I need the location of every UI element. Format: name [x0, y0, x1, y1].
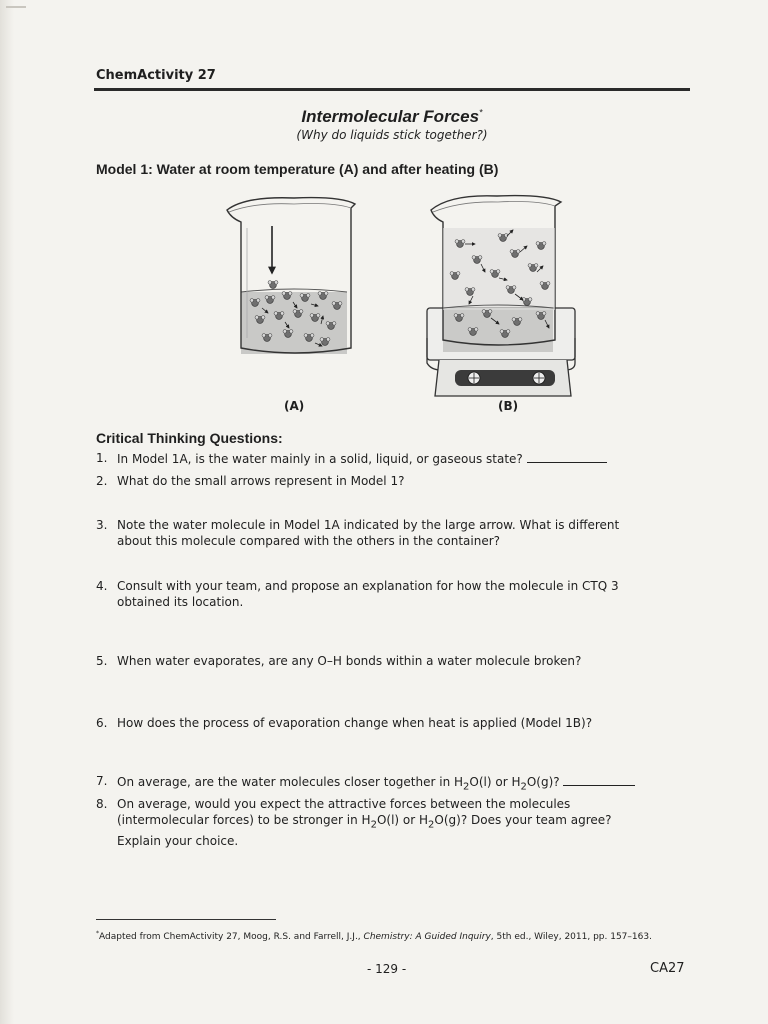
question-8 — [96, 796, 656, 849]
model-heading: Model 1: Water at room temperature (A) and after heating (B) — [96, 161, 499, 177]
question-text: On average, would you expect the attractive forces between the molecules (intermolecular forces) to be stronger in H — [117, 797, 571, 827]
footnote — [96, 928, 696, 943]
figure-label-b: (B) — [498, 399, 519, 413]
subscript: 2 — [463, 781, 470, 793]
question-number: 7. — [96, 774, 108, 788]
scan-corner-mark — [6, 6, 26, 8]
subscript: 2 — [428, 819, 435, 831]
question-text: In Model 1A, is the water mainly in a solid, liquid, or gaseous state? — [117, 452, 523, 466]
question-text: O(l) or H — [376, 813, 429, 827]
question-number: 5. — [96, 654, 108, 668]
question-number: 6. — [96, 716, 108, 730]
activity-code: CA27 — [650, 961, 685, 976]
chemactivity-label: ChemActivity 27 — [96, 68, 216, 83]
question-text: O(g)? Does your team agree? Explain your choice. — [117, 813, 612, 849]
beaker-figure — [215, 188, 595, 420]
header-rule — [94, 88, 690, 91]
scan-edge — [0, 0, 14, 1024]
question-2 — [96, 473, 656, 489]
question-text: How does the process of evaporation change when heat is applied (Model 1B)? — [117, 716, 593, 730]
footnote-text: , 5th ed., Wiley, 2011, pp. 157–163. — [490, 932, 652, 942]
ctq-heading: Critical Thinking Questions: — [96, 430, 283, 446]
question-7 — [96, 773, 656, 795]
question-6 — [96, 715, 656, 731]
question-number: 8. — [96, 797, 108, 811]
title-footnote-marker: * — [479, 107, 483, 118]
question-number: 2. — [96, 474, 108, 488]
answer-blank[interactable] — [563, 773, 635, 786]
title-text: Intermolecular Forces — [301, 107, 480, 126]
question-text: O(l) or H — [469, 775, 521, 789]
page-subtitle: (Why do liquids stick together?) — [296, 128, 488, 142]
beaker-a — [227, 198, 355, 354]
question-number: 1. — [96, 451, 108, 465]
page-title — [0, 107, 768, 127]
footnote-marker: * — [96, 930, 99, 937]
question-number: 4. — [96, 579, 108, 593]
question-4 — [96, 578, 656, 610]
page-number: - 129 - — [367, 962, 407, 976]
question-1 — [96, 450, 656, 467]
subscript: 2 — [370, 819, 377, 831]
answer-blank[interactable] — [527, 450, 607, 463]
footnote-book-title: Chemistry: A Guided Inquiry — [363, 932, 491, 942]
question-3 — [96, 517, 656, 549]
subscript: 2 — [520, 781, 527, 793]
question-5 — [96, 653, 656, 669]
question-text: Consult with your team, and propose an explanation for how the molecule in CTQ 3 obtained its location. — [117, 579, 619, 609]
question-text: Note the water molecule in Model 1A indicated by the large arrow. What is different about this molecule compared with the others in the container? — [117, 518, 620, 548]
footnote-rule — [96, 919, 276, 920]
beaker-b — [427, 196, 575, 396]
question-text: O(g)? — [526, 775, 560, 789]
question-text: What do the small arrows represent in Model 1? — [117, 474, 405, 488]
question-text: When water evaporates, are any O–H bonds within a water molecule broken? — [117, 654, 582, 668]
question-number: 3. — [96, 518, 108, 532]
footnote-text: Adapted from ChemActivity 27, Moog, R.S. and Farrell, J.J., — [99, 932, 364, 942]
question-text: On average, are the water molecules closer together in H — [117, 775, 464, 789]
figure-label-a: (A) — [284, 399, 305, 413]
